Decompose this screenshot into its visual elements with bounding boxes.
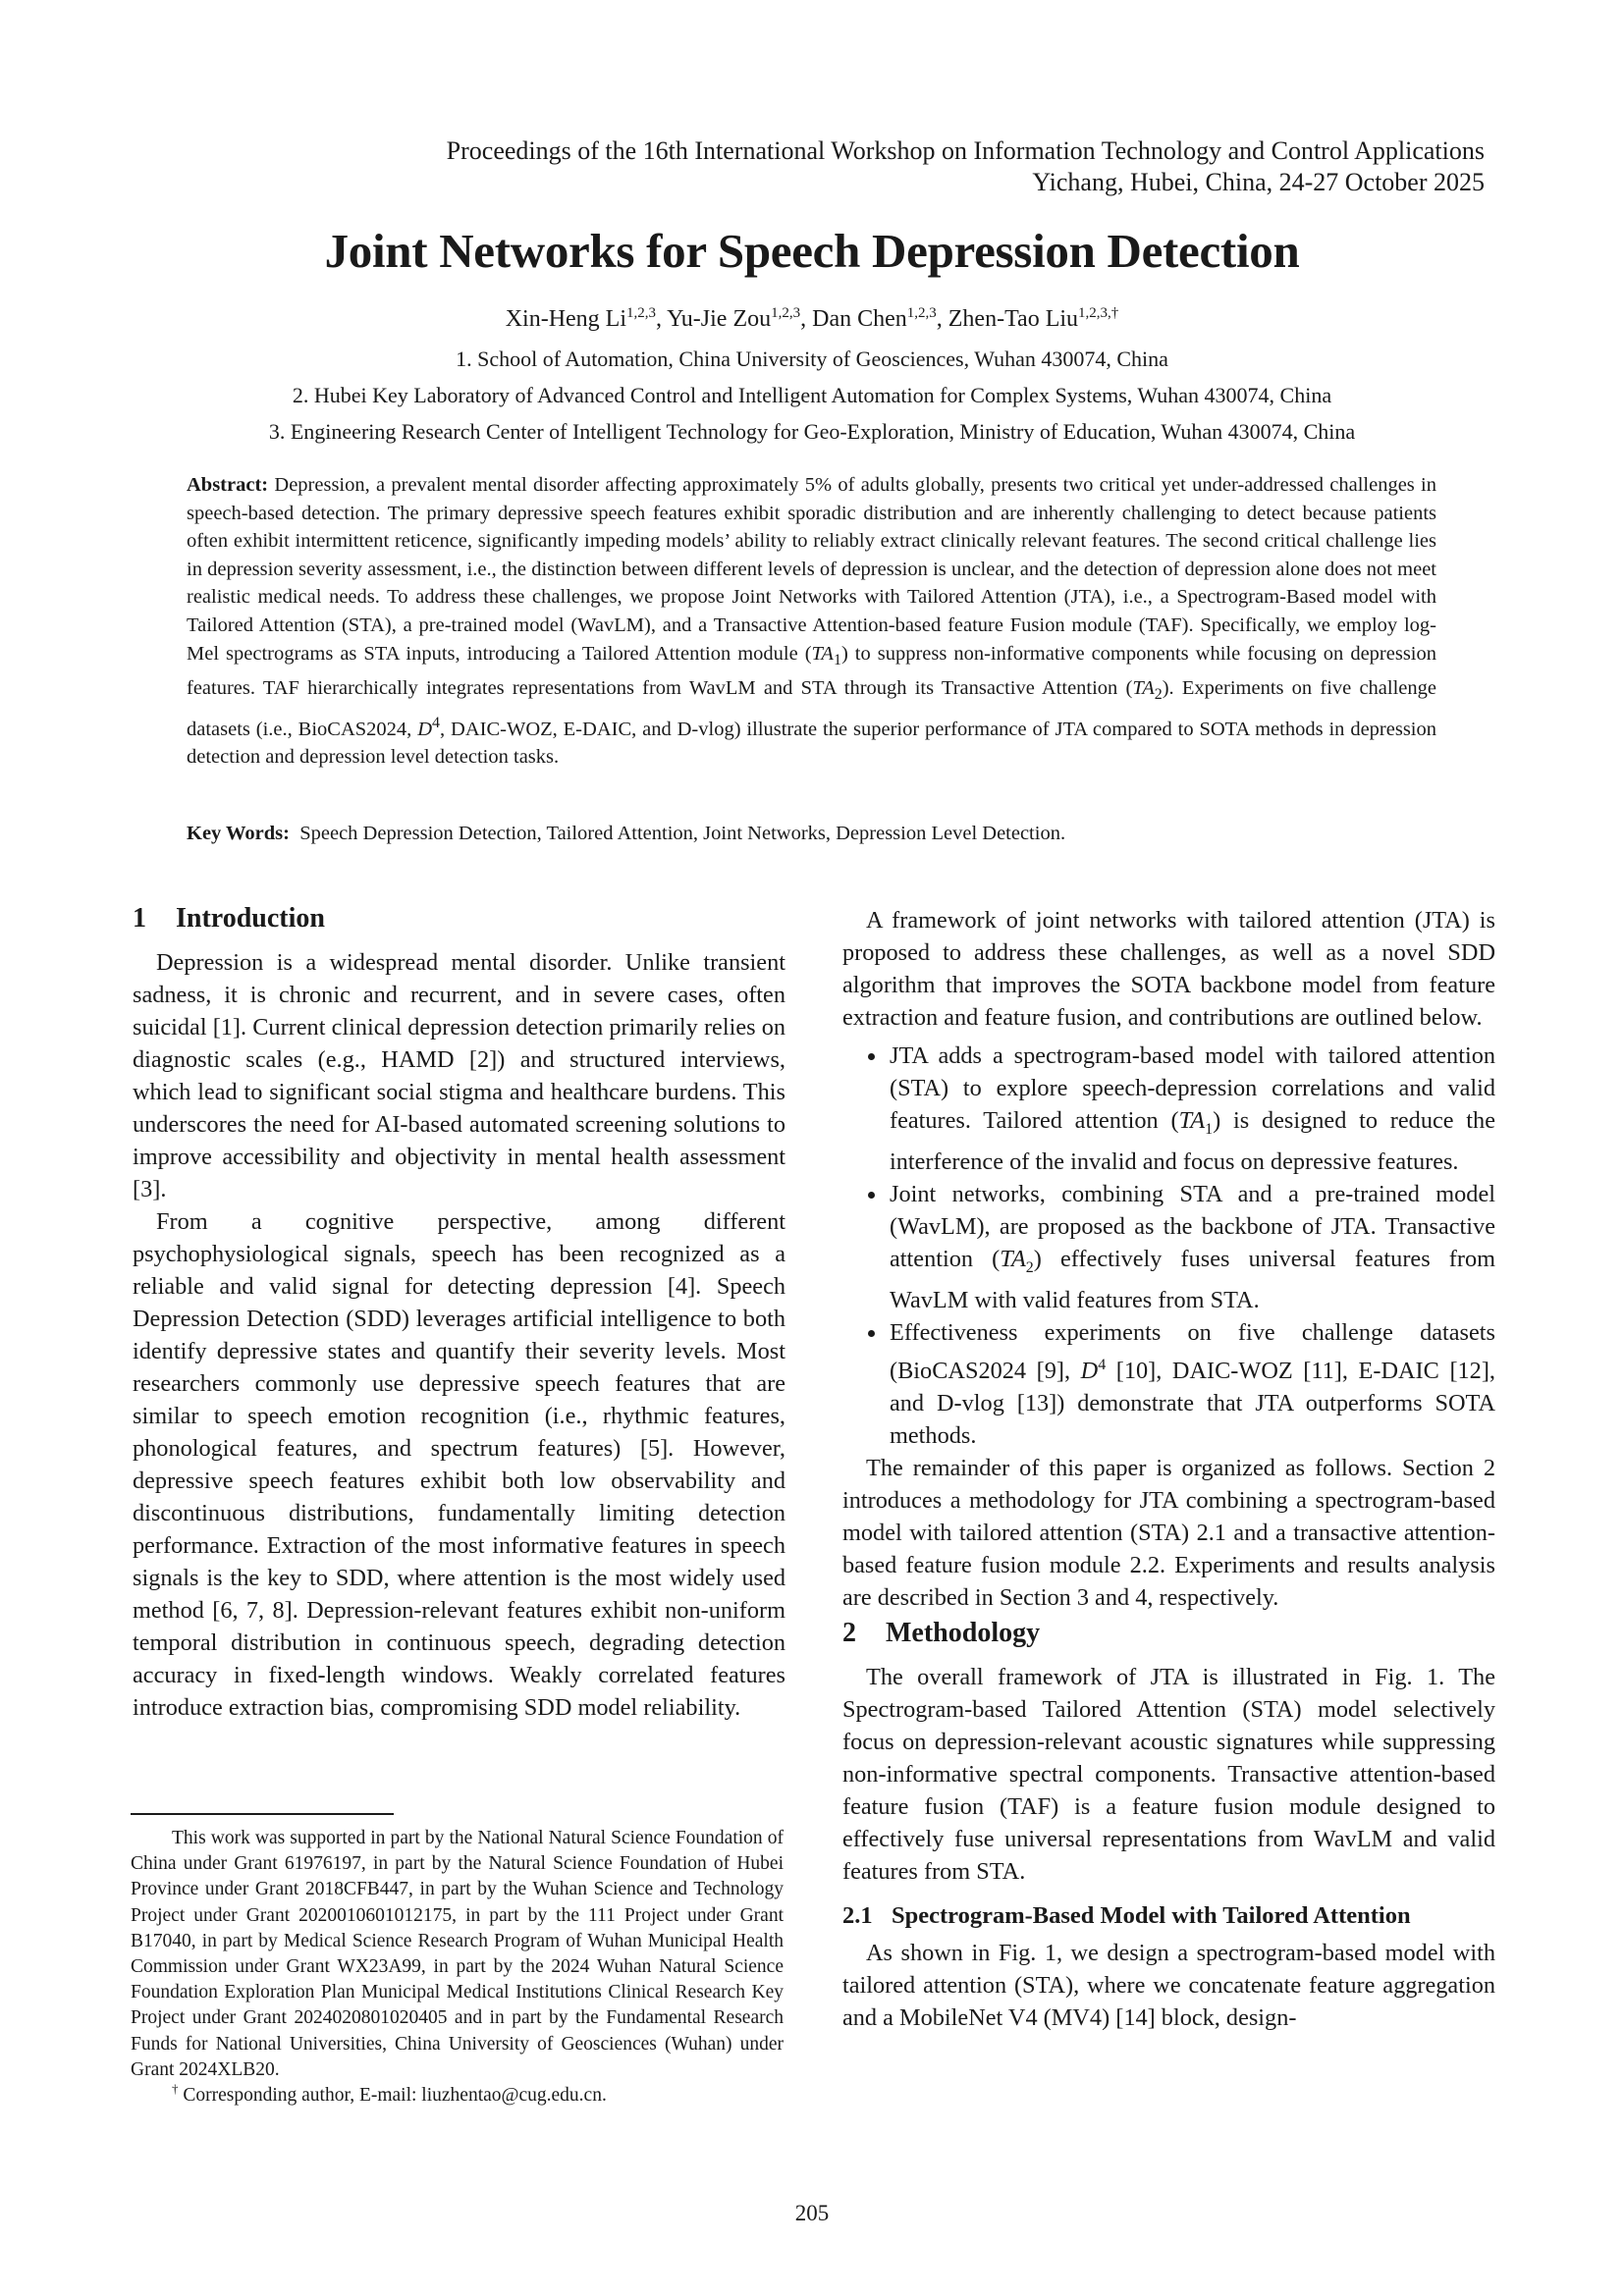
corresponding-author-footnote <box>131 2083 784 2109</box>
math-symbol: TA <box>1178 1107 1206 1134</box>
math-subscript: 2 <box>1025 1258 1034 1276</box>
abstract-text: ) to suppress non-informative components while focusing on depression features. TAF hierarchically integrates representations from WavLM and STA through its Transactive Attention ( <box>187 642 1436 700</box>
abstract-label: Abstract: <box>187 474 269 496</box>
author-list: Xin-Heng Li$^{1,2,3}$, Yu-Jie Zou$^{1,2,3}$, Dan Chen$^{1,2,3}$, Zhen-Tao Liu$^{1,2,3,\dagger}$ <box>505 305 1119 332</box>
subsection-number: 2.1 <box>842 1901 873 1929</box>
math-ta1 <box>811 642 841 668</box>
paper-outline-paragraph: The remainder of this paper is organized as follows. Section 2 introduces a methodology for JTA combining a spectrogram-based model with tailored attention (STA) 2.1 and a transactive attention-based feature fusion module 2.2. Experiments and results analysis are described in Section 3 and 4, respectively. <box>842 1454 1495 1611</box>
keywords-label: Key Words: <box>187 823 290 844</box>
footnotes <box>131 1826 784 2109</box>
section-number: 1 <box>133 903 146 934</box>
dagger-mark: † <box>172 2081 179 2097</box>
math-superscript: 4 <box>432 714 441 731</box>
contribution-item <box>842 1316 1495 1452</box>
funding-footnote: This work was supported in part by the National Natural Science Foundation of China under Grant 61976197, in part by the Natural Science Foundation of Hubei Province under Grant 2018CFB447, in part by the Wuhan Science and Technology Project under Grant 2020010601012175, in part by the 111 Project under Grant B17040, in part by Medical Science Research Program of Wuhan Municipal Health Commission under Grant WX23A99, in part by the 2024 Wuhan Natural Science Foundation Exploration Plan Municipal Medical Institutions Clinical Research Key Project under Grant 2024020801020405 and in part by the Fundamental Research Funds for National Universities, China University of Geosciences (Wuhan) under Grant 2024XLB20. <box>131 1828 784 2080</box>
section-title: Introduction <box>176 903 325 934</box>
author-affiliation-marks: 1,2,3 <box>906 305 937 321</box>
conference-location-date: Yichang, Hubei, China, 24-27 October 2025 <box>1032 168 1485 196</box>
contribution-text: Joint networks, combining STA and a pre-trained model (WavLM), are proposed as the backbone of JTA. Transactive attention ( <box>890 1180 1495 1272</box>
math-symbol: TA <box>1132 677 1155 700</box>
math-d4 <box>1081 1358 1107 1384</box>
page-number: 205 <box>794 2201 830 2225</box>
contributions-list <box>842 1040 1495 1452</box>
contribution-text: Effectiveness experiments on five challenge datasets (BioCAS2024 [9], <box>890 1318 1495 1384</box>
corresponding-author-text: Corresponding author, E-mail: liuzhentao@cug.edu.cn. <box>183 2085 607 2107</box>
subsection-heading-2-1 <box>842 1899 1495 1933</box>
affiliation-1: 1. School of Automation, China University of Geosciences, Wuhan 430074, China <box>456 347 1168 371</box>
subsection-title: Spectrogram-Based Model with Tailored Attention <box>892 1901 1411 1929</box>
section-number: 2 <box>842 1617 856 1648</box>
footnote-divider <box>131 1813 394 1815</box>
affiliation-2: 2. Hubei Key Laboratory of Advanced Control and Intelligent Automation for Complex Systems, Wuhan 430074, China <box>292 383 1332 407</box>
section-heading-methodology <box>842 1616 1495 1651</box>
math-symbol: TA <box>811 642 834 665</box>
methodology-paragraph: The overall framework of JTA is illustrated in Fig. 1. The Spectrogram-based Tailored Attention (STA) model selectively focus on depression-relevant acoustic signatures while suppressing non-informative spectral components. Transactive attention-based feature fusion (TAF) is a feature fusion module designed to effectively fuse universal representations from WavLM and valid features from STA. <box>842 1663 1495 1885</box>
keywords <box>187 820 1436 847</box>
contribution-text: ) effectively fuses universal features from WavLM with valid features from STA. <box>890 1245 1495 1313</box>
right-column <box>842 904 1495 2034</box>
contribution-item <box>842 1040 1495 1178</box>
contribution-text: [10], DAIC-WOZ [11], E-DAIC [12], and D-vlog [13]) demonstrate that JTA outperforms SOTA methods. <box>890 1357 1495 1449</box>
math-subscript: 1 <box>833 651 841 668</box>
contribution-item <box>842 1178 1495 1316</box>
math-d4 <box>417 714 441 740</box>
sta-paragraph: As shown in Fig. 1, we design a spectrogram-based model with tailored attention (STA), where we concatenate feature aggregation and a MobileNet V4 (MV4) [14] block, design- <box>842 1939 1495 2031</box>
math-symbol: D <box>1080 1357 1099 1384</box>
math-superscript: 4 <box>1098 1356 1107 1373</box>
section-heading-introduction <box>133 901 785 936</box>
author-name: Dan Chen <box>812 306 907 332</box>
author-affiliation-marks: 1,2,3 <box>771 305 801 321</box>
section-title: Methodology <box>886 1617 1041 1648</box>
math-subscript: 2 <box>1154 686 1163 704</box>
contributions-intro-paragraph: A framework of joint networks with tailored attention (JTA) is proposed to address these challenges, as well as a novel SDD algorithm that improves the SOTA backbone model from feature extraction and feature fusion, and contributions are outlined below. <box>842 907 1495 1031</box>
author-affiliation-marks: 1,2,3 <box>626 305 657 321</box>
abstract-text: Depression, a prevalent mental disorder affecting approximately 5% of adults globally, presents two critical yet under-addressed challenges in speech-based detection. The primary depressive speech features exhibit sporadic distribution and are inherently challenging to detect because patients often exhibit intermittent reticence, significantly impeding models’ ability to reliably extract clinically relevant features. The second critical challenge lies in depression severity assessment, i.e., the distinction between different levels of depression is unclear, and the detection of depression alone does not meet realistic medical needs. To address these challenges, we propose Joint Networks with Tailored Attention (JTA), i.e., a Spectrogram-Based model with Tailored Attention (STA), a pre-trained model (WavLM), and a Transactive Attention-based feature Fusion module (TAF). Specifically, we employ log-Mel spectrograms as STA inputs, introducing a Tailored Attention module ( <box>187 474 1436 665</box>
abstract-text: , DAIC-WOZ, E-DAIC, and D-vlog) illustrate the superior performance of JTA compared to SOTA methods in depression detection and depression level detection tasks. <box>187 718 1436 769</box>
bullet-icon <box>868 1330 875 1337</box>
paper-title: Joint Networks for Speech Depression Detection <box>324 224 1300 278</box>
math-symbol: D <box>417 718 433 740</box>
bullet-icon <box>868 1192 875 1199</box>
author-name: Xin-Heng Li <box>505 306 627 332</box>
contribution-text: JTA adds a spectrogram-based model with tailored attention (STA) to explore speech-depression correlations and valid features. Tailored attention ( <box>890 1042 1495 1134</box>
intro-paragraph-2: From a cognitive perspective, among different psychophysiological signals, speech has been recognized as a reliable and valid signal for detecting depression [4]. Speech Depression Detection (SDD) leverages artificial intelligence to both identify depressive states and quantify their severity levels. Most researchers commonly use depressive speech features that are similar to speech emotion recognition (i.e., rhythmic features, phonological features, and spectrum features) [5]. However, depressive speech features exhibit both low observability and discontinuous distributions, fundamentally limiting detection performance. Extraction of the most informative features in speech signals is the key to SDD, where attention is the most widely used method [6, 7, 8]. Depression-relevant features exhibit non-uniform temporal distribution in continuous speech, degrading detection accuracy in fixed-length windows. Weakly correlated features introduce extraction bias, compromising SDD model reliability. <box>133 1208 785 1721</box>
intro-paragraph-1: Depression is a widespread mental disorder. Unlike transient sadness, it is chronic and recurrent, and in severe cases, often suicidal [1]. Current clinical depression detection primarily relies on diagnostic scales (e.g., HAMD [2]) and structured interviews, which lead to significant social stigma and healthcare burdens. This underscores the need for AI-based automated screening solutions to improve accessibility and objectivity in mental health assessment [3]. <box>133 949 785 1202</box>
proceedings-header: Proceedings of the 16th International Workshop on Information Technology and Control Applications <box>446 136 1485 165</box>
contribution-text: ) is designed to reduce the interference of the invalid and focus on depressive features. <box>890 1107 1495 1175</box>
affiliation-3: 3. Engineering Research Center of Intelligent Technology for Geo-Exploration, Ministry of Education, Wuhan 430074, China <box>268 419 1356 444</box>
abstract-text: ). Experiments on five challenge datasets (i.e., BioCAS2024, <box>187 677 1436 740</box>
author-affiliation-marks: 1,2,3,† <box>1078 305 1119 321</box>
keywords-text: Speech Depression Detection, Tailored Attention, Joint Networks, Depression Level Detection. <box>299 823 1066 844</box>
left-column <box>133 901 785 1724</box>
math-symbol: TA <box>1000 1245 1026 1272</box>
bullet-icon <box>868 1053 875 1060</box>
math-subscript: 1 <box>1205 1120 1214 1138</box>
math-ta2 <box>1000 1245 1034 1276</box>
math-ta2 <box>1132 677 1163 704</box>
author-name: Yu-Jie Zou <box>667 306 772 332</box>
abstract <box>187 471 1436 772</box>
math-ta1 <box>1178 1107 1214 1138</box>
author-name: Zhen-Tao Liu <box>947 306 1079 332</box>
